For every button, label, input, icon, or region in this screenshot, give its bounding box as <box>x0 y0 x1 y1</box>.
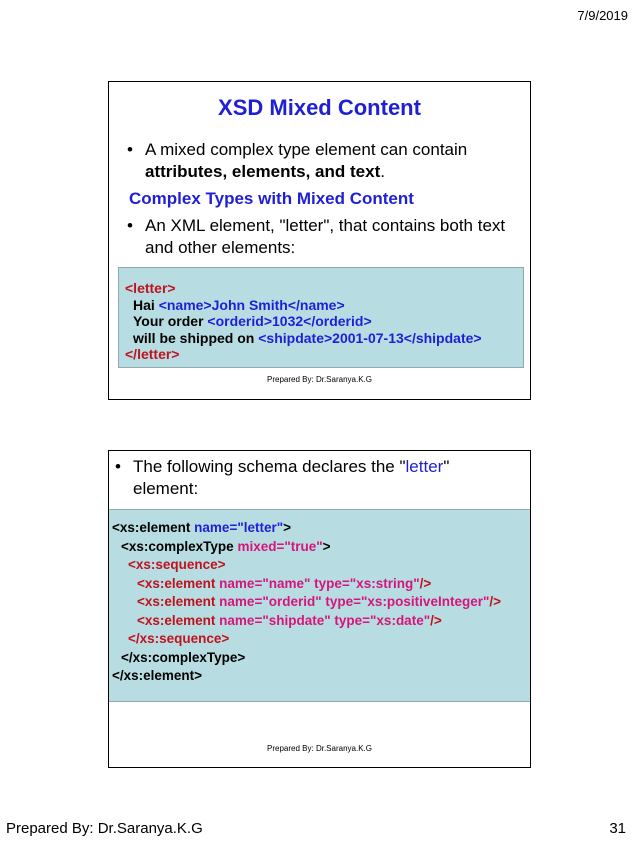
bullet-dot-icon: • <box>115 457 121 476</box>
bullet-dot-icon: • <box>127 216 133 235</box>
bullet-text: A mixed complex type element can contain <box>145 140 468 159</box>
code-line: <xs:complexType mixed="true"> <box>121 538 331 554</box>
slide-prepared-by: Prepared By: Dr.Saranya.K.G <box>267 375 372 384</box>
bullet-bold-text: attributes, elements, and text <box>145 162 381 181</box>
slide-schema-letter <box>108 450 531 768</box>
bullet-dot-icon: • <box>127 140 133 159</box>
code-line: will be shipped on <shipdate>2001-07-13</shipdate> <box>133 329 482 346</box>
slide-title: XSD Mixed Content <box>218 95 421 120</box>
bullet-end: . <box>380 162 385 181</box>
bullet-text: An XML element, "letter", that contains both text and other elements: <box>145 216 506 257</box>
code-line: </xs:complexType> <box>121 649 246 665</box>
footer-author: Prepared By: Dr.Saranya.K.G <box>6 820 203 837</box>
letter-keyword: letter <box>405 457 444 476</box>
code-line: <xs:element name="letter"> <box>112 520 292 535</box>
code-line: </xs:element> <box>112 668 203 683</box>
code-line: <xs:sequence> <box>128 557 226 572</box>
subheading: Complex Types with Mixed Content <box>129 189 414 208</box>
bullet-mixed-complex-type <box>127 139 510 183</box>
code-line: </xs:sequence> <box>128 631 230 646</box>
page-date: 7/9/2019 <box>577 8 628 23</box>
xml-code-block <box>118 267 524 368</box>
page-number: 31 <box>609 820 626 837</box>
code-line: <letter> <box>125 280 176 296</box>
slide-prepared-by: Prepared By: Dr.Saranya.K.G <box>267 744 372 753</box>
code-line: Your order <orderid>1032</orderid> <box>133 313 372 329</box>
code-line: <xs:element name="orderid" type="xs:positiveInteger"/> <box>137 594 501 609</box>
code-line: </letter> <box>125 346 180 362</box>
xsd-code-block <box>109 509 530 702</box>
slide-xsd-mixed-content <box>108 81 531 400</box>
bullet-xml-letter <box>127 215 510 259</box>
bullet-schema-declares: • The following schema declares the "letter" element: <box>115 457 450 498</box>
code-line: Hai <name>John Smith</name> <box>133 296 345 313</box>
code-line: <xs:element name="shipdate" type="xs:date"/> <box>137 612 442 628</box>
code-line: <xs:element name="name" type="xs:string"/> <box>137 575 432 591</box>
